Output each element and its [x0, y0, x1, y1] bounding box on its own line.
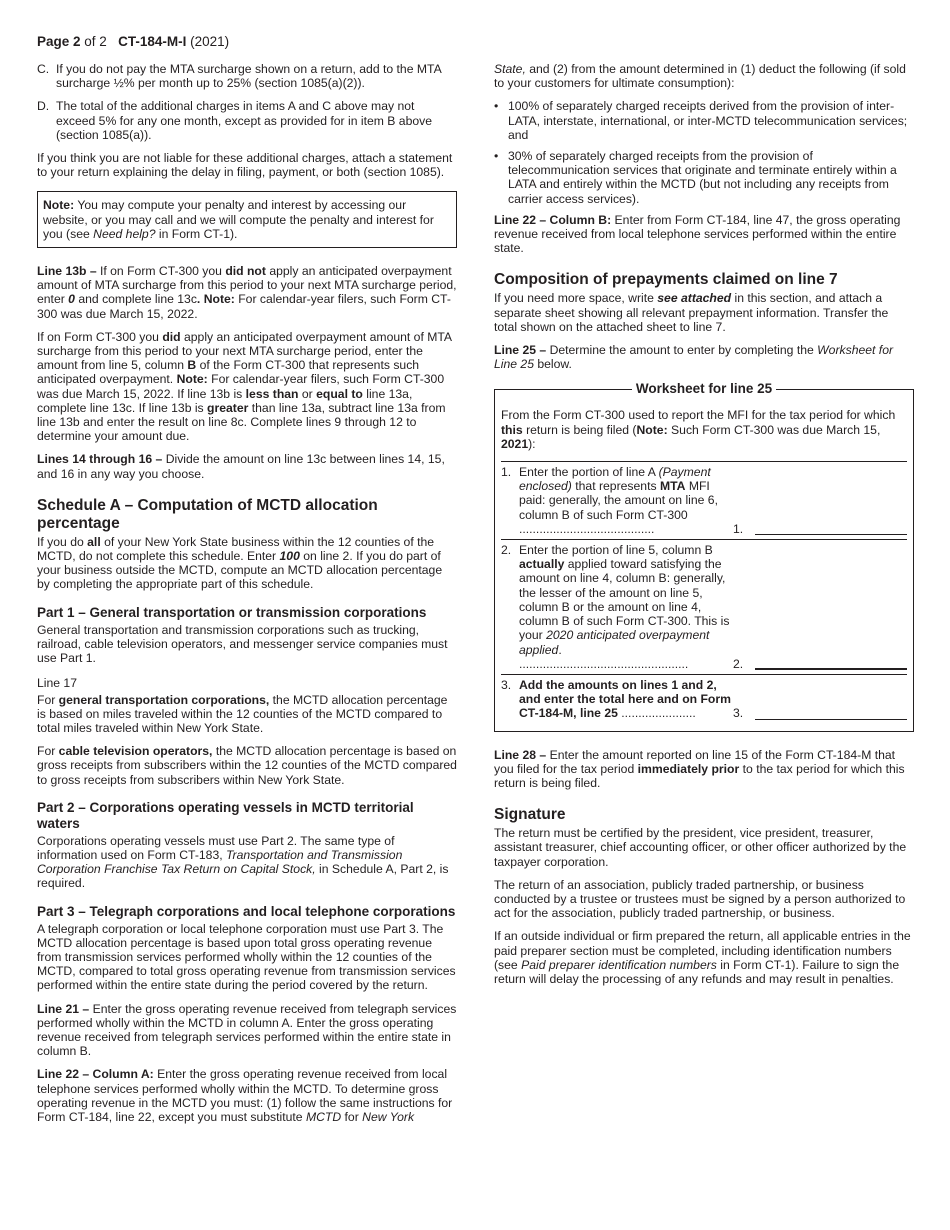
line-25-paragraph: Line 25 – Determine the amount to enter by completing the Worksheet for Line 25 below. — [494, 343, 894, 372]
worksheet-line-2: 2. Enter the portion of line 5, column B actually applied toward satisfying the amount on line 4, column B: generally, the lesser of the amount on line 5, column B or the amount on line 4, column B of such Form CT-300. This is your 2020 anticipated overpayment applied. .................................................. 2. — [501, 543, 907, 671]
page-header — [37, 34, 229, 49]
item-c: C. If you do not pay the MTA surcharge shown on a return, add to the MTA surcharge ½% per month up to 25% (section 1085(a)(2)). — [37, 62, 442, 91]
line-17-heading: Line 17 — [37, 676, 77, 691]
signature-heading: Signature — [494, 806, 566, 824]
signature-paragraph-2: The return of an association, publicly traded partnership, or business conducted by a trustee or trustees must be signed by a person authorized to act for the association, publicly traded partnership, or business. — [494, 877, 906, 921]
form-year: (2021) — [190, 34, 230, 49]
line-13b-paragraph-2: If on Form CT-300 you did apply an anticipated overpayment amount of MTA surcharge from this period to your next MTA surcharge period, enter the amount from line 5, column B of the Form CT-300 that represents such anticipated overpayment. Note: For calendar-year filers, such Form CT-300 was due March 15, 2022. If line 13b is less than or equal to line 13a, complete line 13c. If line 13b is greater than line 13a, subtract line 13a from line 13b and enter the result on line 8c. Complete lines 9 through 12 to determine your amount due. — [37, 329, 452, 444]
lines-14-16-paragraph: Lines 14 through 16 – Divide the amount on line 13c between lines 14, 15, and 16 in any way you choose. — [37, 452, 445, 481]
part-2-paragraph: Corporations operating vessels must use Part 2. The same type of information used on Form CT-183, Transportation and Transmission Corporation Franchise Tax Return on Capital Stock, in Schedule A, Part 2, is required. — [37, 833, 449, 891]
worksheet-line-3: 3. Add the amounts on lines 1 and 2, and enter the total here and on Form CT-184-M, line 25 ...................... 3. — [501, 678, 907, 721]
worksheet-line-1: 1. Enter the portion of line A (Payment enclosed) that represents MTA MFI paid: generally, the amount on line 6, column B of such Form CT-300 ........................................ 1. — [501, 465, 907, 536]
part-2-heading: Part 2 – Corporations operating vessels in MCTD territorial waters — [37, 799, 414, 831]
continuation-paragraph: State, and (2) from the amount determined in (1) deduct the following (if sold to your customers for ultimate consumption): — [494, 62, 906, 91]
prepayments-paragraph: If you need more space, write see attached in this section, and attach a separate sheet showing all relevant prepayment information. Transfer the total shown on the attached sheet to line 7. — [494, 291, 889, 334]
left-column — [37, 62, 457, 1133]
worksheet-line-25 — [494, 381, 914, 731]
page-of: of 2 — [84, 34, 107, 49]
line-17-paragraph-2: For cable television operators, the MCTD allocation percentage is based on gross receipts from subscribers within the 12 counties of the MCTD compared to gross receipts from subscribers within New York State. — [37, 744, 457, 787]
item-d: D. The total of the additional charges in items A and C above may not exceed 5% for any one month, except as provided for in item B above (section 1085(a)). — [37, 99, 432, 142]
part-1-paragraph: General transportation and transmission corporations such as trucking, railroad, cable television operators, and messenger service companies must use Part 1. — [37, 622, 448, 666]
worksheet-line-1-input[interactable] — [755, 521, 907, 535]
part-3-paragraph: A telegraph corporation or local telephone corporation must use Part 3. The MCTD allocation percentage is based upon total gross operating revenue from transmission services performed wholly within the 12 counties of the MCTD, compared to total gross operating revenue from transmission services performed within the entire state during the period covered by the return. — [37, 921, 456, 993]
part-3-heading: Part 3 – Telegraph corporations and local telephone corporations — [37, 903, 456, 919]
form-id: CT-184-M-I — [118, 34, 187, 49]
line-13b-paragraph-1: Line 13b – If on Form CT-300 you did not apply an anticipated overpayment amount of MTA surcharge from this period to your next MTA surcharge period, enter 0 and complete line 13c. Note: For calendar-year filers, such Form CT-300 was due March 15, 2022. — [37, 264, 457, 321]
worksheet-line-2-input[interactable] — [755, 655, 907, 670]
worksheet-line-3-input[interactable] — [755, 706, 907, 720]
signature-paragraph-3: If an outside individual or firm prepared the return, all applicable entries in the paid preparer section must be completed, including identification numbers (see Paid preparer identification numbers in Form CT-1). Failure to sign the return will delay the processing of any refunds and may result in penalties. — [494, 929, 911, 986]
note-box: Note: You may compute your penalty and interest by accessing our website, or you may call and we will compute the penalty and interest for you (see Need help? in Form CT-1). — [37, 191, 457, 248]
worksheet-title: Worksheet for line 25 — [495, 381, 913, 397]
worksheet-intro: From the Form CT-300 used to report the MFI for the tax period for which this return is being filed (Note: Such Form CT-300 was due March 15, 2021): — [501, 408, 896, 451]
part-1-heading: Part 1 – General transportation or transmission corporations — [37, 604, 427, 620]
schedule-a-heading: Schedule A – Computation of MCTD allocation percentage — [37, 496, 378, 532]
prepayments-heading: Composition of prepayments claimed on line 7 — [494, 271, 838, 289]
line-22b-paragraph: Line 22 – Column B: Enter from Form CT-184, line 47, the gross operating revenue received from local telephone services performed within the entire state. — [494, 212, 901, 256]
page-label: Page 2 — [37, 34, 81, 49]
schedule-a-paragraph: If you do all of your New York State business within the 12 counties of the MCTD, do not complete this schedule. Enter 100 on line 2. If you do part of your business outside the MCTD, compute an MCTD allocation percentage by completing the appropriate part of this schedule. — [37, 534, 443, 592]
line-22a-paragraph: Line 22 – Column A: Enter the gross operating revenue received from local telephone services performed wholly within the MCTD. To determine gross operating revenue in the MCTD you must: (1) follow the same instructions for Form CT-184, line 22, except you must substitute MCTD for New York — [37, 1067, 453, 1124]
not-liable-paragraph: If you think you are not liable for these additional charges, attach a statement to your return explaining the delay in filing, payment, or both (section 1085). — [37, 151, 453, 180]
worksheet-separator — [501, 461, 907, 462]
right-column — [494, 62, 914, 995]
signature-paragraph-1: The return must be certified by the president, vice president, treasurer, assistant treasurer, chief accounting officer, or other officer authorized by the taxpayer corporation. — [494, 826, 907, 869]
bullet-1: • 100% of separately charged receipts derived from the provision of inter-LATA, interstate, international, or inter-MCTD telecommunication services; and — [494, 99, 908, 142]
line-21-paragraph: Line 21 – Enter the gross operating revenue received from telegraph services performed wholly within the MCTD in column A. Enter the gross operating revenue received from telegraph services performed within the entire state in column B. — [37, 1001, 457, 1059]
bullet-2: • 30% of separately charged receipts from the provision of telecommunication services that originate and terminate entirely within a LATA and entirely within the MCTD (but not including any receipts from carrier access services). — [494, 149, 897, 206]
line-17-paragraph-1: For general transportation corporations, the MCTD allocation percentage is based on miles traveled within the 12 counties of the MCTD compared to total miles traveled within New York State. — [37, 692, 448, 735]
line-28-paragraph: Line 28 – Enter the amount reported on line 15 of the Form CT-184-M that you filed for the tax period immediately prior to the tax period for which this return is being filed. — [494, 747, 905, 790]
